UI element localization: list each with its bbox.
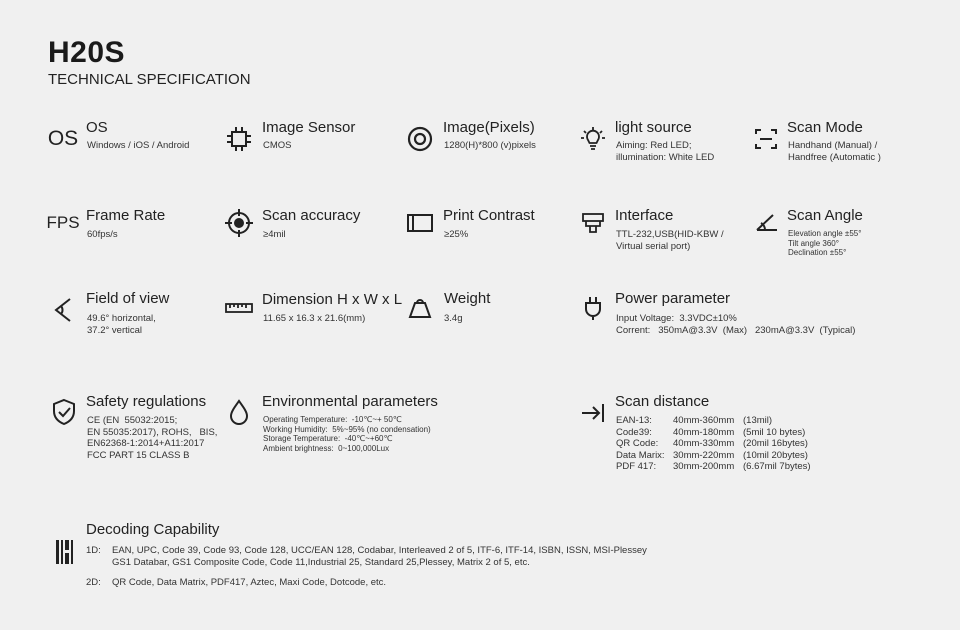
decoding-1d-line1: EAN, UPC, Code 39, Code 93, Code 128, UCC/EAN 128, Codabar, Interleaved 2 of 5, ITF-6, ITF-14, ISBN, ISSN, MSI-Plessey (112, 545, 647, 556)
print-contrast-label: Print Contrast (443, 207, 535, 224)
decoding-2d-row (86, 577, 386, 589)
print-contrast-value: ≥25% (444, 229, 469, 240)
light-source-label: light source (615, 119, 692, 136)
weight-icon (405, 293, 435, 323)
contrast-icon (405, 208, 435, 238)
safety-label: Safety regulations (86, 393, 207, 410)
os-label: OS (86, 119, 108, 136)
scan-distance-row: Code39: 40mm-180mm (5mil 10 bytes) (616, 426, 806, 438)
safety-value: CE (EN 55032:2015; EN 55035:2017), ROHS, BIS, EN62368-1:2014+A11:2017 FCC PART 15 CLASS B (87, 415, 218, 461)
plug-icon (578, 293, 608, 323)
scan-distance-table (616, 415, 811, 473)
environment-label: Environmental parameters (262, 393, 438, 410)
arrow-bar-icon (578, 398, 608, 428)
decoding-1d-row (86, 545, 647, 557)
fov-icon (50, 294, 80, 324)
scan-accuracy-value: ≥4mil (263, 229, 286, 240)
os-icon: OS (47, 127, 79, 150)
page-title: H20S (48, 36, 126, 69)
scan-distance-row: Data Marix: 30mm-220mm (10mil 20bytes) (616, 449, 808, 461)
scan-frame-icon (751, 124, 781, 154)
drop-icon (224, 398, 254, 428)
os-value: Windows / iOS / Android (87, 140, 190, 151)
scan-mode-label: Scan Mode (787, 119, 863, 136)
scan-angle-label: Scan Angle (787, 207, 863, 224)
page-subtitle: TECHNICAL SPECIFICATION (48, 71, 251, 88)
interface-value: TTL-232,USB(HID-KBW / Virtual serial port) (616, 229, 724, 252)
power-label: Power parameter (615, 290, 731, 307)
decoding-2d-prefix: 2D: (86, 577, 101, 588)
image-pixels-label: Image(Pixels) (443, 119, 535, 136)
image-sensor-label: Image Sensor (262, 119, 356, 136)
frame-rate-label: Frame Rate (86, 207, 166, 224)
weight-label: Weight (444, 290, 491, 307)
decoding-1d-row-2 (112, 557, 530, 569)
bulb-icon (578, 124, 608, 154)
decoding-2d-line: QR Code, Data Matrix, PDF417, Aztec, Maxi Code, Dotcode, etc. (112, 577, 387, 588)
angle-icon (751, 208, 781, 238)
ruler-icon (224, 293, 254, 323)
power-value: Input Voltage: 3.3VDC±10% Corrent: 350mA@3.3V (Max) 230mA@3.3V (Typical) (616, 313, 856, 336)
scan-accuracy-label: Scan accuracy (262, 207, 361, 224)
scan-angle-value: Elevation angle ±55° Tilt angle 360° Declination ±55° (788, 229, 862, 257)
barcode-icon (50, 537, 80, 567)
scan-mode-value: Handhand (Manual) / Handfree (Automatic ) (788, 140, 881, 163)
light-source-value: Aiming: Red LED; illumination: White LED (616, 140, 715, 163)
environment-value: Operating Temperature: -10℃~+ 50℃ Working Humidity: 5%~95% (no condensation) Storage Temperature: -40℃~+60℃ Ambient brightness: 0~100,000Lux (263, 415, 431, 453)
decoding-1d-prefix: 1D: (86, 545, 101, 556)
frame-rate-value: 60fps/s (87, 229, 118, 240)
crosshair-icon (224, 208, 254, 238)
shield-check-icon (49, 397, 79, 427)
target-icon (405, 124, 435, 154)
decoding-label: Decoding Capability (86, 521, 220, 538)
weight-value: 3.4g (444, 313, 463, 324)
fps-icon: FPS (46, 213, 80, 232)
image-sensor-value: CMOS (263, 140, 292, 151)
image-pixels-value: 1280(H)*800 (v)pixels (444, 140, 536, 151)
scan-distance-row: EAN-13: 40mm-360mm (13mil) (616, 415, 773, 426)
interface-label: Interface (615, 207, 674, 224)
scan-distance-row: QR Code: 40mm-330mm (20mil 16bytes) (616, 438, 808, 449)
chip-icon (224, 124, 254, 154)
field-of-view-value: 49.6° horizontal, 37.2° vertical (87, 313, 156, 336)
dimension-label: Dimension H x W x L (262, 291, 403, 308)
dimension-value: 11.65 x 16.3 x 21.6(mm) (263, 313, 366, 324)
scan-distance-label: Scan distance (615, 393, 710, 410)
interface-icon (578, 208, 608, 238)
field-of-view-label: Field of view (86, 290, 170, 307)
scan-distance-row: PDF 417: 30mm-200mm (6.67mil 7bytes) (616, 461, 811, 472)
decoding-1d-line2: GS1 Databar, GS1 Composite Code, Code 11,Industrial 25, Standard 25,Plessey, Matrix 2 of 5, etc. (112, 557, 530, 568)
